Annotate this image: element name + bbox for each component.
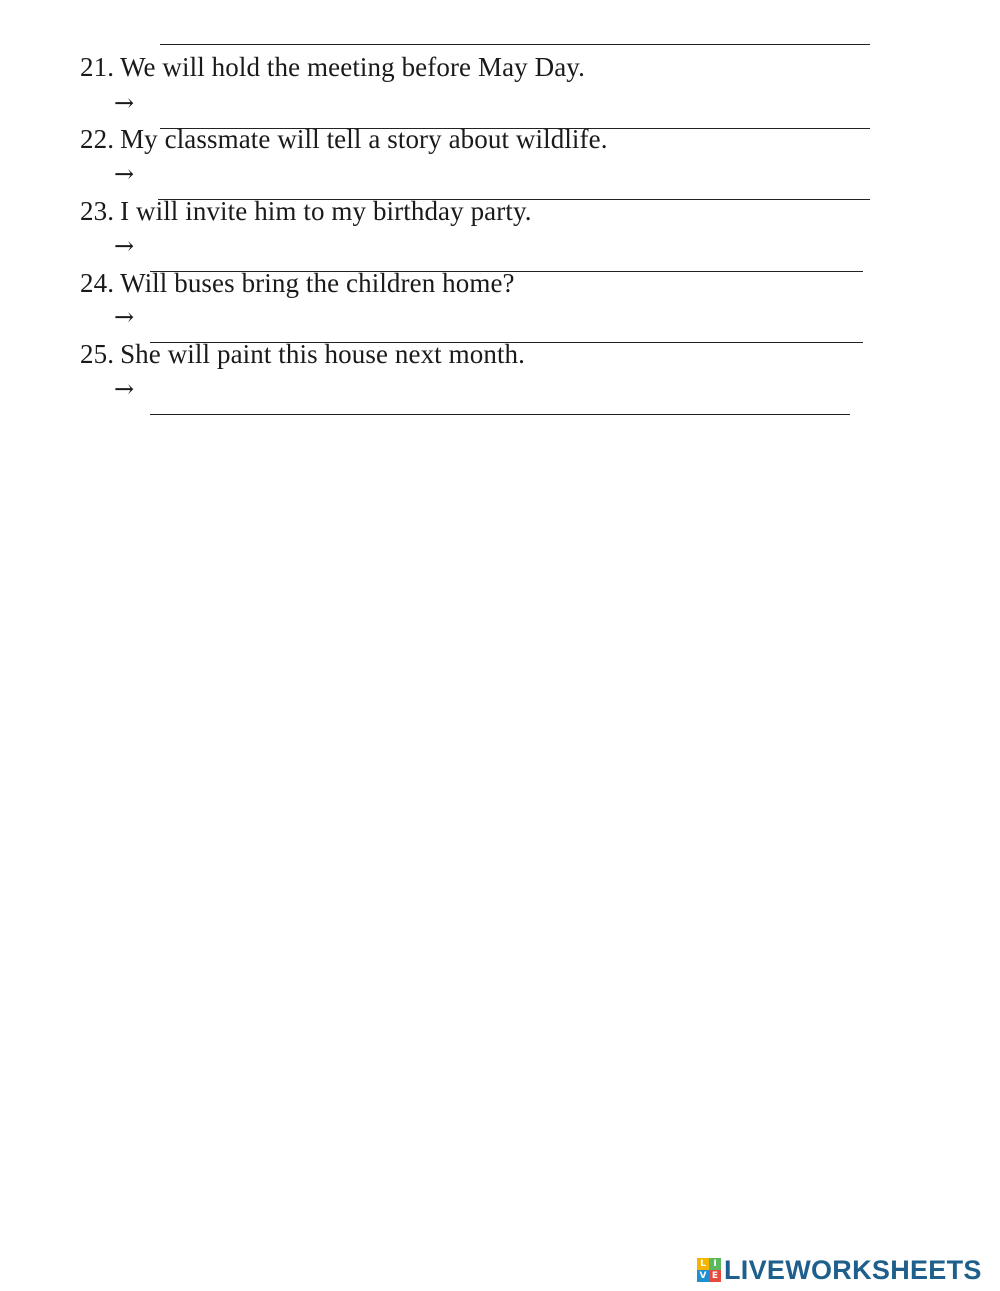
logo-letter-v: V	[697, 1270, 709, 1282]
question-number: 22.	[80, 124, 115, 154]
question-text: We will hold the meeting before May Day.	[120, 52, 586, 82]
question-21	[80, 52, 585, 82]
liveworksheets-brand	[697, 1254, 982, 1286]
arrow-icon: →	[114, 89, 135, 117]
arrow-icon: →	[114, 232, 135, 260]
brand-name: LIVEWORKSHEETS	[724, 1255, 982, 1285]
question-text: I will invite him to my birthday party.	[120, 196, 532, 226]
question-24	[80, 268, 515, 298]
question-number: 21.	[80, 52, 115, 82]
question-text: Will buses bring the children home?	[120, 268, 515, 298]
question-number: 23.	[80, 196, 115, 226]
answer-row-23	[0, 231, 1000, 261]
logo-letter-l: L	[697, 1258, 709, 1270]
answer-row-21	[0, 88, 1000, 118]
question-23	[80, 196, 532, 226]
arrow-icon: →	[114, 303, 135, 331]
question-text: She will paint this house next month.	[120, 339, 525, 369]
answer-row-22	[0, 159, 1000, 189]
liveworksheets-logo-icon	[697, 1258, 721, 1282]
question-text: My classmate will tell a story about wildlife.	[120, 124, 608, 154]
arrow-icon: →	[114, 375, 135, 403]
answer-row-24	[0, 302, 1000, 332]
question-number: 24.	[80, 268, 115, 298]
previous-answer-line	[160, 44, 870, 45]
logo-letter-i: I	[709, 1258, 721, 1270]
question-22	[80, 124, 608, 154]
logo-letter-e: E	[709, 1270, 721, 1282]
question-25	[80, 339, 525, 369]
answer-row-25	[0, 374, 1000, 404]
arrow-icon: →	[114, 160, 135, 188]
question-number: 25.	[80, 339, 115, 369]
answer-field-25[interactable]	[150, 394, 850, 415]
